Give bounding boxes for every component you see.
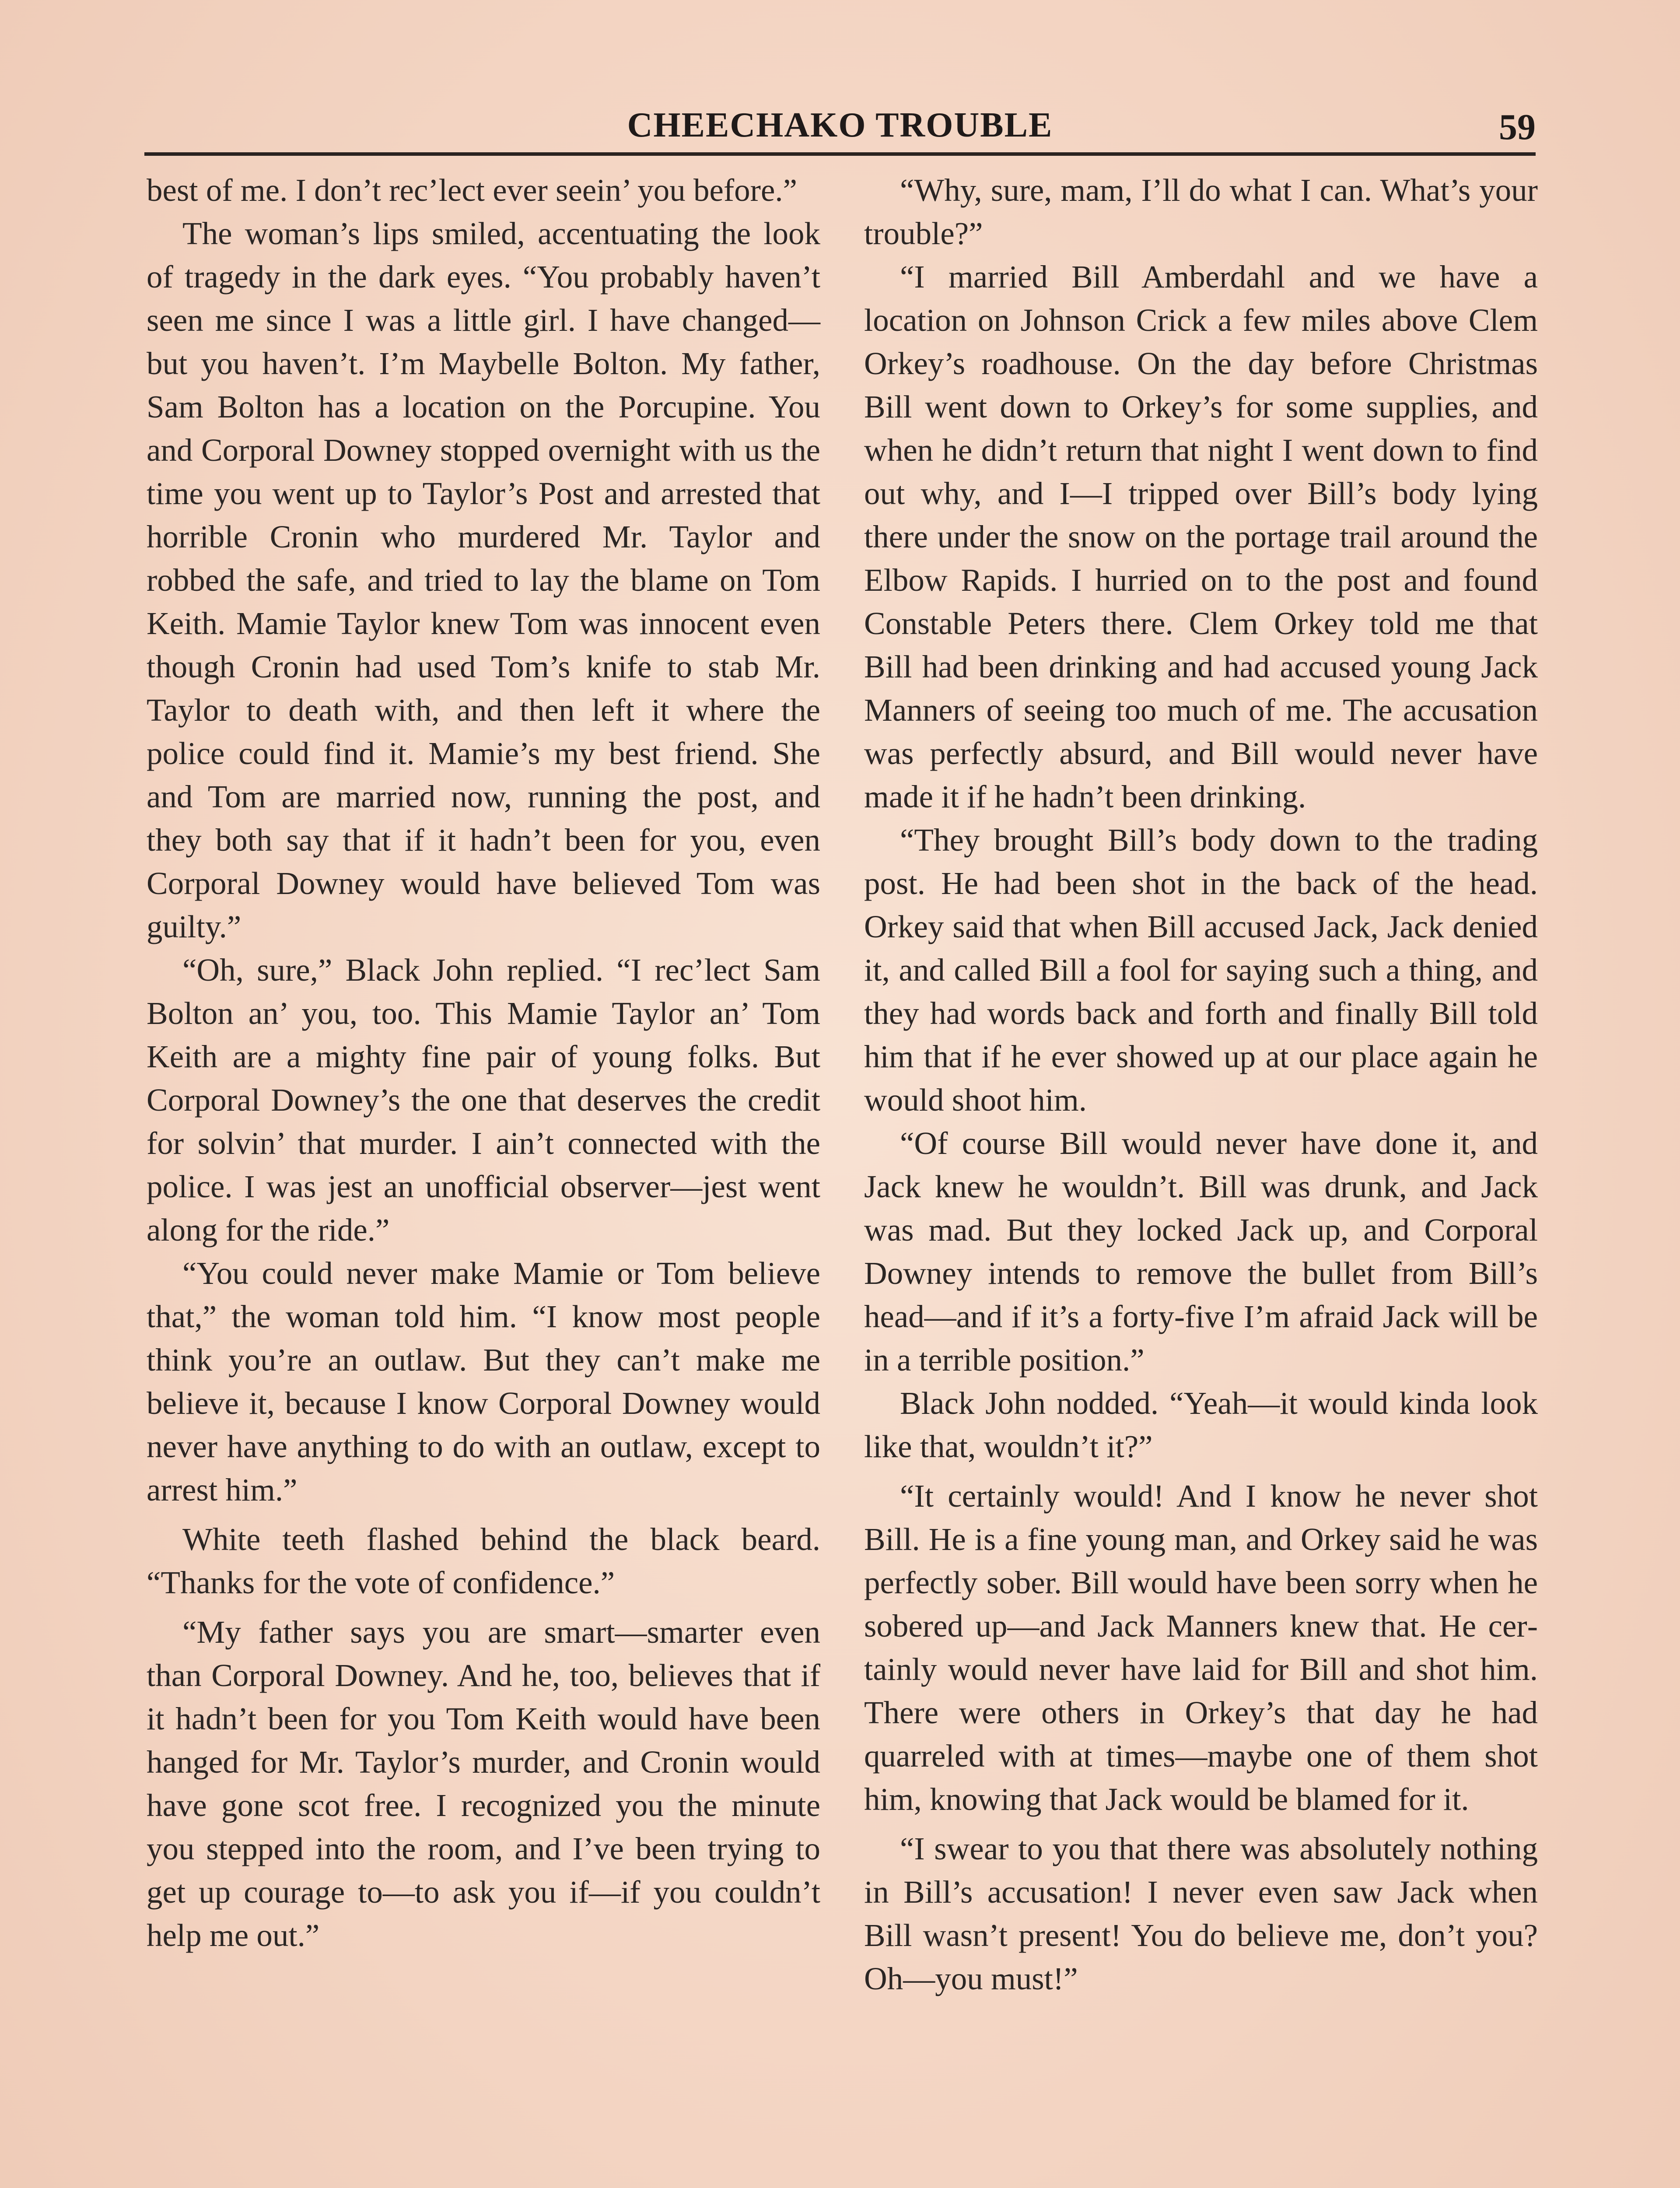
paragraph: “Why, sure, mam, I’ll do what I can. What’s your trouble?” xyxy=(864,172,1538,251)
header-rule xyxy=(144,152,1536,156)
right-column xyxy=(864,168,1538,2000)
paragraph: best of me. I don’t rec’lect ever seein’ you before.” xyxy=(147,172,798,208)
page-number: 59 xyxy=(1499,107,1536,147)
paragraph: “You could never make Mamie or Tom believe that,” the woman told him. “I know most people think you’re an outlaw. But they can’t make me believe it, because I know Corporal Downey would never have anything to do with an outlaw, except to arrest him.” xyxy=(147,1255,820,1508)
running-title: CHEECHAKO TROUBLE xyxy=(627,106,1053,144)
paragraph: “I swear to you that there was absolutely nothing in Bill’s accusation! I never even saw Jack when Bill wasn’t present! You do believe me, don’t you? Oh—you must!” xyxy=(864,1831,1538,1996)
paragraph: “I married Bill Amberdahl and we have a location on Johnson Crick a few miles above Clem Orkey’s roadhouse. On the day before Christmas Bill went down to Orkey’s for some supplies, and when he didn’t return that night I went down to find out why, and I—I tripped over Bill’s body lying there under the snow on the portage trail around the Elbow Rapids. I hurried on to the post and found Constable Peters there. Clem Orkey told me that Bill had been drinking and had accused young Jack Manners of seeing too much of me. The accusation was perfectly absurd, and Bill would never have made it if he hadn’t been drinking. xyxy=(864,259,1538,814)
paragraph: White teeth flashed behind the black beard. “Thanks for the vote of confidence.” xyxy=(147,1522,820,1600)
paragraph: “Of course Bill would never have done it, and Jack knew he wouldn’t. Bill was drunk, and Jack was mad. But they locked Jack up, and Corporal Downey intends to remove the bullet from Bill’s head—and if it’s a forty-five I’m afraid Jack will be in a terrible position.” xyxy=(864,1126,1538,1378)
paragraph: Black John nodded. “Yeah—it would kinda look like that, wouldn’t it?” xyxy=(864,1385,1538,1464)
left-column xyxy=(147,168,820,1957)
running-head xyxy=(144,103,1536,156)
paragraph: “My father says you are smart—smarter even than Corporal Downey. And he, too, believes that if it hadn’t been for you Tom Keith would have been hanged for Mr. Taylor’s murder, and Cronin would have gone scot free. I recognized you the minute you stepped into the room, and I’ve been trying to get up courage to—to ask you if—if you couldn’t help me out.” xyxy=(147,1614,820,1953)
paragraph: “Oh, sure,” Black John replied. “I rec’lect Sam Bolton an’ you, too. This Mamie Taylor an’ Tom Keith are a mighty fine pair of young folks. But Corporal Downey’s the one that deserves the credit for solvin’ that murder. I ain’t connected with the police. I was jest an unofficial observer—jest went along for the ride.” xyxy=(147,952,820,1248)
paragraph: “They brought Bill’s body down to the trading post. He had been shot in the back of the head. Orkey said that when Bill accused Jack, Jack denied it, and called Bill a fool for saying such a thing, and they had words back and forth and finally Bill told him that if he ever showed up at our place again he would shoot him. xyxy=(864,822,1538,1118)
paragraph: The woman’s lips smiled, accentuating the look of tragedy in the dark eyes. “You probably haven’t seen me since I was a little girl. I have changed—but you haven’t. I’m Maybelle Bolton. My father, Sam Bolton has a location on the Porcupine. You and Corporal Downey stopped overnight with us the time you went up to Taylor’s Post and arrested that horrible Cronin who murdered Mr. Taylor and robbed the safe, and tried to lay the blame on Tom Keith. Mamie Taylor knew Tom was innocent even though Cronin had used Tom’s knife to stab Mr. Taylor to death with, and then left it where the police could find it. Mamie’s my best friend. She and Tom are married now, running the post, and they both say that if it hadn’t been for you, even Corporal Downey would have believed Tom was guilty.” xyxy=(147,216,820,944)
paragraph: “It certainly would! And I know he never shot Bill. He is a fine young man, and Orkey said he was perfectly sober. Bill would have been sorry when he sobered up—and Jack Manners knew that. He certainly would never have laid for Bill and shot him. There were others in Orkey’s that day he had quarreled with at times—maybe one of them shot him, knowing that Jack would be blamed for it. xyxy=(864,1478,1538,1817)
